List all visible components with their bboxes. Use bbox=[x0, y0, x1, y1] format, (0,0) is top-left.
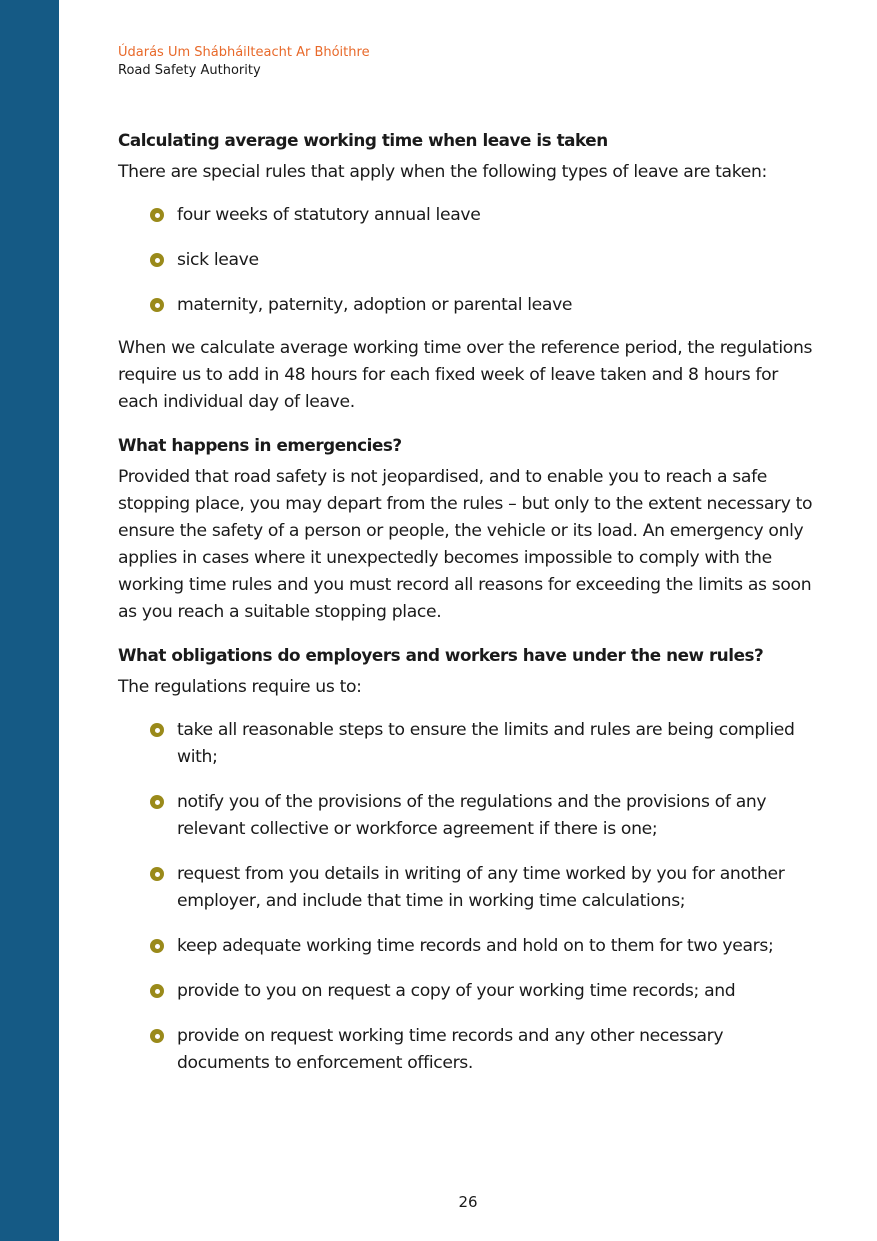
list-item bbox=[118, 861, 818, 915]
list-item bbox=[118, 789, 818, 843]
paragraph: When we calculate average working time over the reference period, the regulations require us to add in 48 hours for each fixed week of leave taken and 8 hours for each individual day of leave. bbox=[118, 338, 813, 412]
list-item bbox=[118, 978, 818, 1005]
paragraph: There are special rules that apply when the following types of leave are taken: bbox=[118, 162, 767, 182]
list-item-text: sick leave bbox=[177, 250, 259, 270]
list-item bbox=[118, 717, 818, 771]
page-header bbox=[118, 44, 370, 80]
paragraph: The regulations require us to: bbox=[118, 677, 362, 697]
bullet-icon bbox=[150, 939, 164, 953]
section-leave bbox=[118, 127, 818, 416]
page-number: 26 bbox=[458, 1193, 478, 1211]
list-item-text: provide on request working time records and any other necessary documents to enforcement officers. bbox=[177, 1026, 724, 1073]
bullet-icon bbox=[150, 298, 164, 312]
bullet-icon bbox=[150, 253, 164, 267]
list-item-text: keep adequate working time records and hold on to them for two years; bbox=[177, 936, 774, 956]
bullet-icon bbox=[150, 867, 164, 881]
section-heading: What happens in emergencies? bbox=[118, 435, 402, 455]
document-body bbox=[118, 127, 818, 1093]
organisation-name-irish: Údarás Um Shábháilteacht Ar Bhóithre bbox=[118, 45, 370, 60]
section-emergencies bbox=[118, 432, 818, 626]
list-item-text: four weeks of statutory annual leave bbox=[177, 205, 481, 225]
list-item-text: provide to you on request a copy of your working time records; and bbox=[177, 981, 736, 1001]
section-heading: What obligations do employers and workers have under the new rules? bbox=[118, 645, 764, 665]
list-item-text: take all reasonable steps to ensure the limits and rules are being complied with; bbox=[177, 720, 795, 767]
list-item bbox=[118, 933, 818, 960]
bullet-icon bbox=[150, 208, 164, 222]
section-heading: Calculating average working time when leave is taken bbox=[118, 130, 608, 150]
section-obligations bbox=[118, 642, 818, 1077]
list-item bbox=[118, 1023, 818, 1077]
list-item-text: notify you of the provisions of the regulations and the provisions of any relevant collective or workforce agreement if there is one; bbox=[177, 792, 767, 839]
bullet-list bbox=[118, 202, 818, 319]
bullet-icon bbox=[150, 723, 164, 737]
bullet-list bbox=[118, 717, 818, 1077]
list-item bbox=[118, 247, 818, 274]
bullet-icon bbox=[150, 984, 164, 998]
list-item-text: maternity, paternity, adoption or parental leave bbox=[177, 295, 573, 315]
side-color-bar bbox=[0, 0, 59, 1241]
list-item bbox=[118, 202, 818, 229]
paragraph: Provided that road safety is not jeopardised, and to enable you to reach a safe stopping place, you may depart from the rules – but only to the extent necessary to ensure the safety of a person or people, the vehicle or its load. An emergency only applies in cases where it unexpectedly becomes impossible to comply with the working time rules and you must record all reasons for exceeding the limits as soon as you reach a suitable stopping place. bbox=[118, 467, 813, 622]
list-item-text: request from you details in writing of any time worked by you for another employer, and include that time in working time calculations; bbox=[177, 864, 785, 911]
list-item bbox=[118, 292, 818, 319]
bullet-icon bbox=[150, 1029, 164, 1043]
organisation-name-english: Road Safety Authority bbox=[118, 63, 261, 78]
bullet-icon bbox=[150, 795, 164, 809]
